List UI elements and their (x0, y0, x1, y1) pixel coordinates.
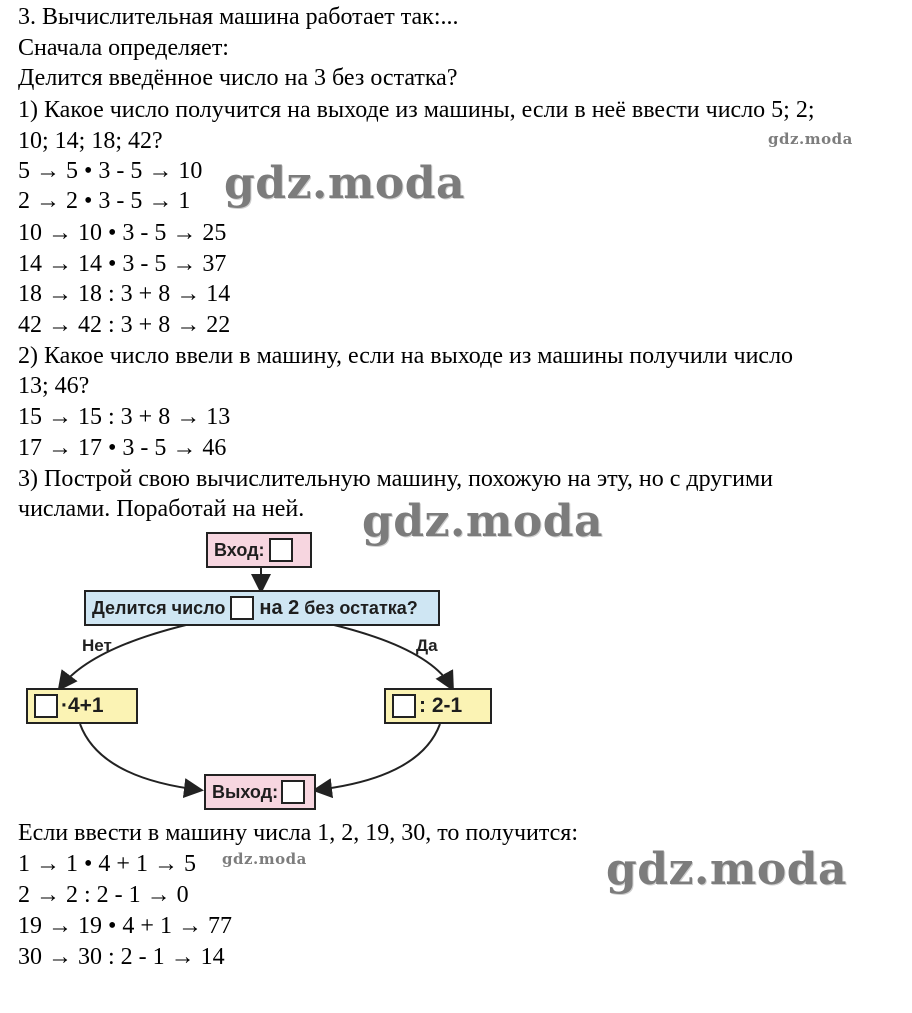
no-operation-box (26, 688, 138, 724)
yes-op-square (392, 694, 416, 718)
answer-line: 17 → 17 • 3 - 5 → 46 (18, 435, 227, 461)
arrow-no (60, 624, 190, 688)
no-op-text: ·4+1 (61, 694, 104, 717)
output-label: Выход: (212, 781, 279, 802)
arrow-yes (330, 624, 452, 688)
output-square (281, 780, 305, 804)
yes-label: Да (416, 636, 438, 655)
question-1: 1) Какое число получится на выходе из машины, если в неё ввести число 5; 2; (18, 97, 815, 123)
watermark: gdz.moda (768, 130, 853, 148)
text-line: Делится введённое число на 3 без остатка? (18, 65, 458, 91)
question-1-cont: 10; 14; 18; 42? (18, 128, 163, 154)
answer-line: 15 → 15 : 3 + 8 → 13 (18, 404, 231, 430)
answer-line: 18 → 18 : 3 + 8 → 14 (18, 281, 231, 307)
arrow-left-out (80, 724, 200, 790)
answer-line: 2 → 2 : 2 - 1 → 0 (18, 882, 189, 908)
computing-machine-diagram (20, 528, 500, 818)
yes-op-text: : 2-1 (419, 694, 463, 717)
watermark: gdz.moda (224, 158, 466, 209)
answer-line: 30 → 30 : 2 - 1 → 14 (18, 944, 225, 970)
input-square (269, 538, 293, 562)
condition-suffix: без остатка? (304, 597, 418, 618)
condition-number: на 2 (259, 596, 300, 619)
answer-line: 10 → 10 • 3 - 5 → 25 (18, 220, 227, 246)
answer-line: 42 → 42 : 3 + 8 → 22 (18, 312, 231, 338)
no-op-square (34, 694, 58, 718)
input-box (206, 532, 312, 568)
no-label: Нет (82, 636, 112, 655)
answer-line: 1 → 1 • 4 + 1 → 5 (18, 851, 196, 877)
question-3: 3) Построй свою вычислительную машину, похожую на эту, но с другими (18, 466, 773, 492)
result-intro: Если ввести в машину числа 1, 2, 19, 30, то получится: (18, 820, 578, 846)
output-box (204, 774, 316, 810)
condition-square (230, 596, 254, 620)
yes-operation-box (384, 688, 492, 724)
input-label: Вход: (214, 539, 265, 560)
watermark: gdz.moda (362, 496, 604, 547)
task-title: 3. Вычислительная машина работает так:... (18, 4, 459, 30)
answer-line: 5 → 5 • 3 - 5 → 10 (18, 158, 203, 184)
text-line: Сначала определяет: (18, 35, 229, 61)
condition-box (84, 590, 440, 626)
condition-prefix: Делится число (92, 597, 226, 618)
watermark: gdz.moda (606, 844, 848, 895)
arrow-right-out (316, 724, 440, 790)
watermark: gdz.moda (222, 850, 307, 868)
question-2: 2) Какое число ввели в машину, если на выходе из машины получили число (18, 343, 794, 369)
question-2-cont: 13; 46? (18, 373, 90, 399)
answer-line: 19 → 19 • 4 + 1 → 77 (18, 913, 232, 939)
answer-line: 14 → 14 • 3 - 5 → 37 (18, 251, 227, 277)
question-3-cont: числами. Поработай на ней. (18, 496, 305, 522)
answer-line: 2 → 2 • 3 - 5 → 1 (18, 188, 191, 214)
